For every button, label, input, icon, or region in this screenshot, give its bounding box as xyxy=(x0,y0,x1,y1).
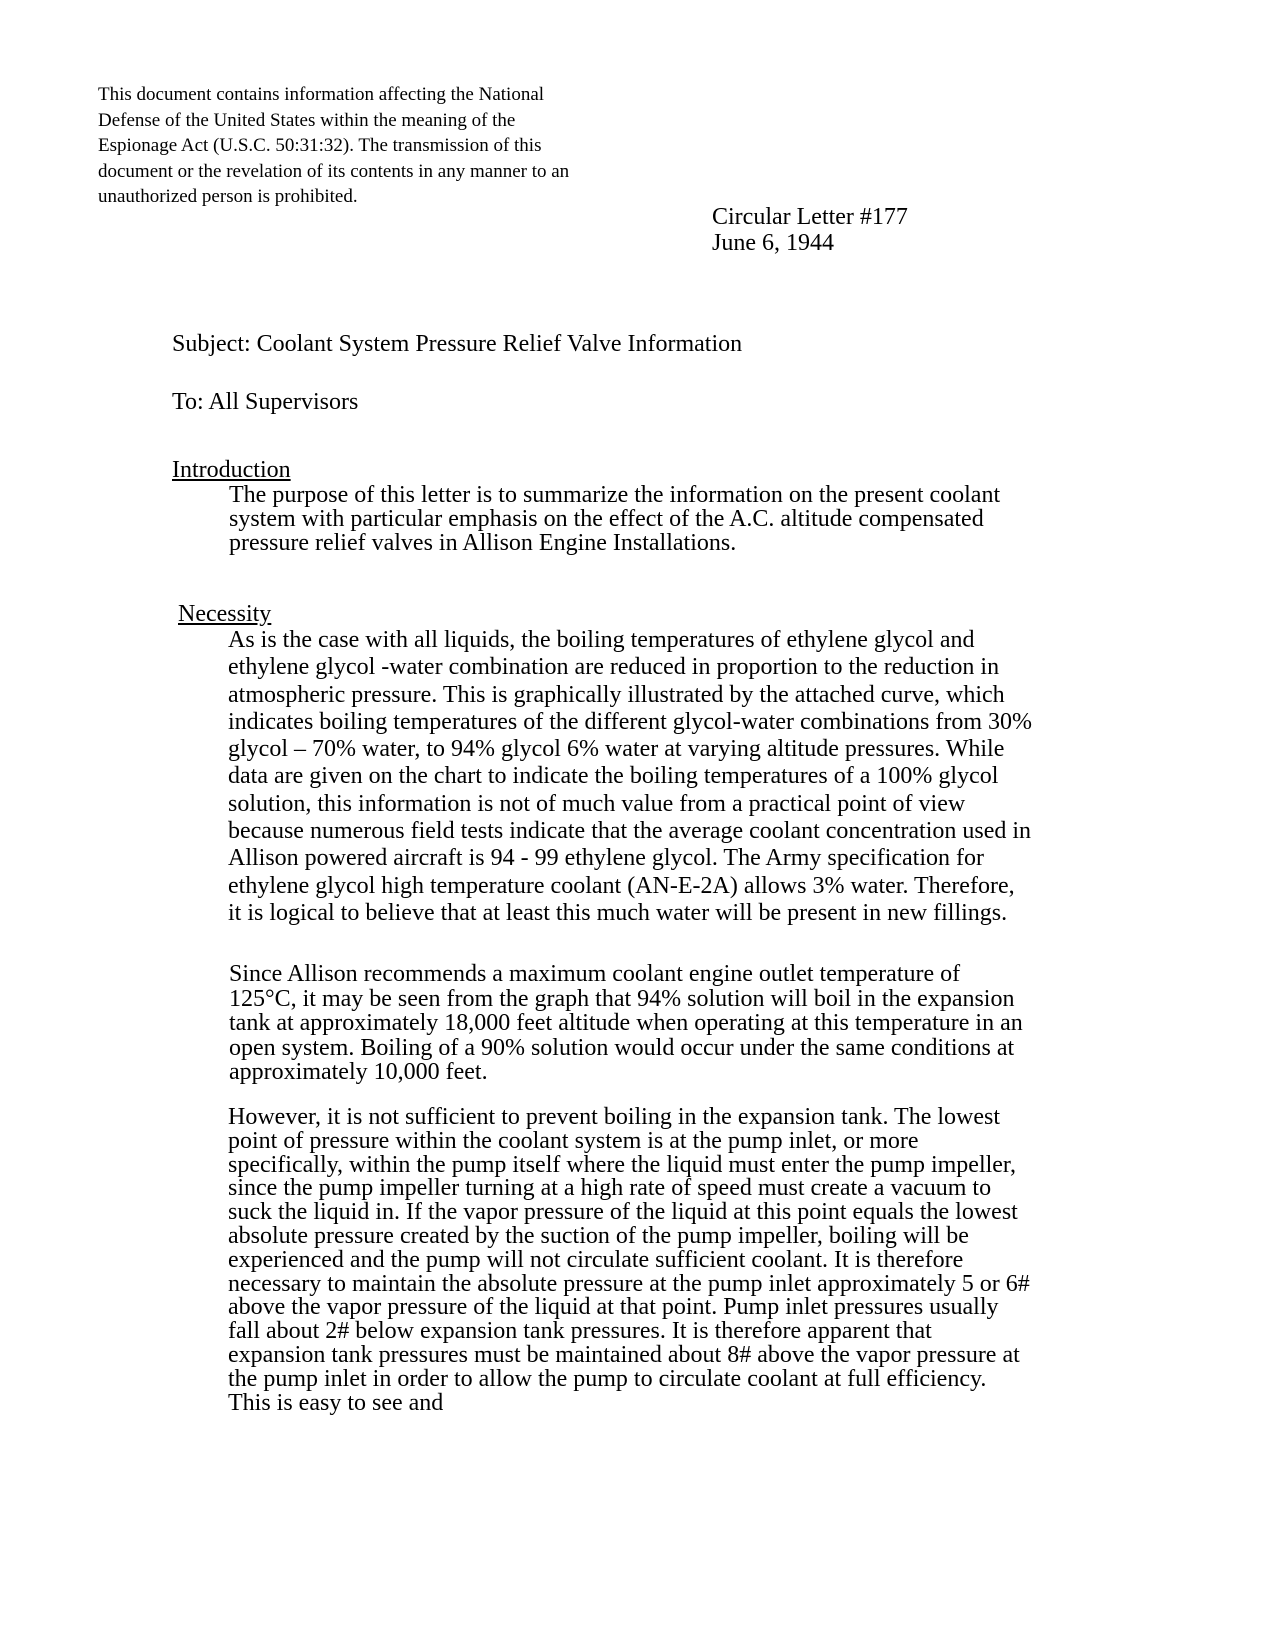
text-line: ethylene glycol high temperature coolant (AN-E-2A) allows 3% water. Therefore, xyxy=(228,872,1015,899)
text-line: However, it is not sufficient to prevent boiling in the expansion tank. The lowest xyxy=(228,1104,1001,1130)
text-line: data are given on the chart to indicate the boiling temperatures of a 100% glycol xyxy=(228,763,999,790)
notice-line: This document contains information affecting the National xyxy=(98,84,545,105)
letter-header xyxy=(712,204,908,256)
text-line: pressure relief valves in Allison Engine Installations. xyxy=(229,530,737,556)
text-line: As is the case with all liquids, the boiling temperatures of ethylene glycol and xyxy=(228,627,975,653)
necessity-paragraph-2 xyxy=(229,962,1023,1085)
text-line: fall about 2# below expansion tank pressures. It is therefore apparent that xyxy=(228,1318,932,1345)
text-line: the pump inlet in order to allow the pump to circulate coolant at full efficiency. xyxy=(228,1365,987,1392)
text-line: specifically, within the pump itself where the liquid must enter the pump impeller, xyxy=(228,1151,1016,1178)
text-line: Since Allison recommends a maximum coolant engine outlet temperature of xyxy=(229,961,961,987)
text-line: 125°C, it may be seen from the graph that 94% solution will boil in the expansion xyxy=(229,985,1015,1012)
text-line: above the vapor pressure of the liquid at that point. Pump inlet pressures usually xyxy=(228,1294,999,1321)
text-line: experienced and the pump will not circulate sufficient coolant. It is therefore xyxy=(228,1246,964,1273)
notice-line: unauthorized person is prohibited. xyxy=(98,186,358,207)
text-line: Allison powered aircraft is 94 - 99 ethylene glycol. The Army specification for xyxy=(228,845,984,872)
letter-date: June 6, 1944 xyxy=(712,230,834,256)
text-line: This is easy to see and xyxy=(228,1389,444,1416)
notice-line: Defense of the United States within the meaning of the xyxy=(98,109,516,131)
notice-line: document or the revelation of its contents in any manner to an xyxy=(98,160,570,182)
recipient-line: To: All Supervisors xyxy=(172,389,359,415)
text-line: The purpose of this letter is to summarize the information on the present coolant xyxy=(229,482,1001,508)
text-line: it is logical to believe that at least this much water will be present in new fillings. xyxy=(228,899,1008,926)
notice-line: Espionage Act (U.S.C. 50:31:32). The transmission of this xyxy=(98,135,542,156)
text-line: necessary to maintain the absolute pressure at the pump inlet approximately 5 or 6# xyxy=(228,1270,1030,1297)
text-line: atmospheric pressure. This is graphically illustrated by the attached curve, which xyxy=(228,681,1005,708)
text-line: solution, this information is not of much value from a practical point of view xyxy=(228,790,966,817)
text-line: ethylene glycol -water combination are reduced in proportion to the reduction in xyxy=(228,654,1000,681)
introduction-paragraph xyxy=(229,483,1000,555)
text-line: absolute pressure created by the suction of the pump impeller, boiling will be xyxy=(228,1222,969,1249)
text-line: point of pressure within the coolant system is at the pump inlet, or more xyxy=(228,1127,919,1154)
text-line: approximately 10,000 feet. xyxy=(229,1059,488,1085)
necessity-heading: Necessity xyxy=(178,601,272,627)
text-line: expansion tank pressures must be maintained about 8# above the vapor pressure at xyxy=(228,1341,1020,1368)
text-line: system with particular emphasis on the effect of the A.C. altitude compensated xyxy=(229,506,984,532)
text-line: suck the liquid in. If the vapor pressure of the liquid at this point equals the lowest xyxy=(228,1199,1018,1226)
introduction-heading: Introduction xyxy=(172,457,291,483)
necessity-paragraph-3 xyxy=(228,1106,1030,1415)
text-line: since the pump impeller turning at a high rate of speed must create a vacuum to xyxy=(228,1175,992,1202)
subject-line: Subject: Coolant System Pressure Relief Valve Information xyxy=(172,331,743,357)
necessity-paragraph-1 xyxy=(228,627,1032,927)
circular-number: Circular Letter #177 xyxy=(712,204,908,230)
text-line: because numerous field tests indicate that the average coolant concentration used in xyxy=(228,818,1032,845)
text-line: tank at approximately 18,000 feet altitude when operating at this temperature in an xyxy=(229,1010,1023,1036)
text-line: indicates boiling temperatures of the different glycol-water combinations from 30% xyxy=(228,708,1032,735)
text-line: open system. Boiling of a 90% solution would occur under the same conditions at xyxy=(229,1034,1015,1061)
text-line: glycol – 70% water, to 94% glycol 6% water at varying altitude pressures. While xyxy=(228,736,1005,763)
security-notice xyxy=(98,82,618,210)
